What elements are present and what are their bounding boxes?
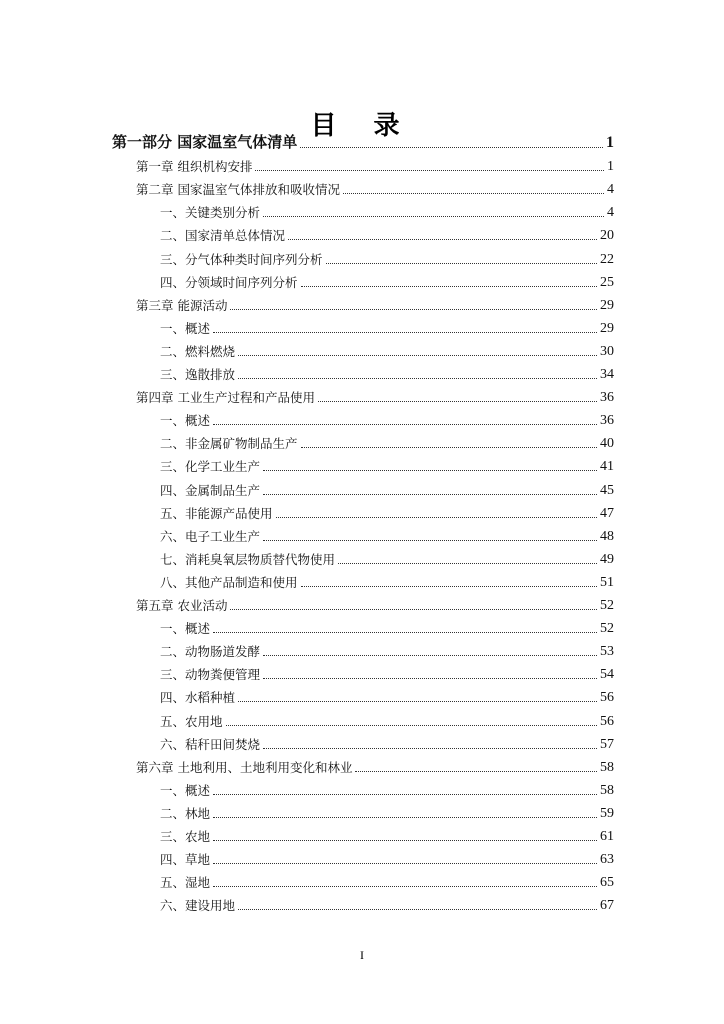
toc-entry-page: 67	[600, 898, 614, 914]
toc-entry-label: 四、水稻种植	[160, 690, 236, 706]
toc-dot-leader	[301, 446, 597, 448]
toc-entry-label: 五、农用地	[160, 713, 223, 729]
toc-entry-page: 1	[606, 134, 614, 151]
toc-section-entry[interactable]	[160, 894, 614, 914]
toc-entry-label: 五、湿地	[160, 875, 211, 891]
toc-dot-leader	[213, 423, 597, 425]
toc-entry-label: 第三章 能源活动	[136, 297, 228, 313]
toc-entry-page: 34	[600, 367, 614, 382]
toc-entry-page: 4	[607, 182, 614, 198]
toc-section-entry[interactable]	[160, 733, 614, 753]
toc-entry-label: 第六章 土地利用、土地利用变化和林业	[136, 759, 353, 775]
toc-entry-label: 一、概述	[160, 413, 211, 429]
toc-section-entry[interactable]	[160, 710, 614, 730]
toc-dot-leader	[230, 308, 597, 310]
toc-dot-leader	[238, 700, 597, 702]
toc-entry-page: 49	[600, 551, 614, 567]
toc-entry-page: 25	[600, 274, 614, 290]
toc-dot-leader	[238, 354, 597, 356]
toc-entry-label: 三、农地	[160, 829, 211, 844]
toc-entry-label: 一、概述	[160, 782, 211, 798]
toc-chapter-entry[interactable]	[136, 178, 614, 198]
toc-section-entry[interactable]	[160, 502, 614, 522]
toc-entry-page: 56	[600, 713, 614, 729]
toc-dot-leader	[355, 770, 597, 772]
toc-entry-label: 六、建设用地	[160, 898, 236, 914]
toc-dot-leader	[263, 493, 597, 495]
toc-entry-page: 20	[600, 228, 614, 244]
toc-entry-label: 第一章 组织机构安排	[136, 159, 253, 175]
toc-dot-leader	[230, 608, 597, 610]
toc-section-entry[interactable]	[160, 271, 614, 291]
toc-entry-page: 52	[600, 598, 614, 613]
toc-entry-label: 二、林地	[160, 805, 211, 821]
toc-dot-leader	[238, 908, 597, 910]
toc-dot-leader	[226, 724, 597, 726]
toc-dot-leader	[301, 285, 597, 287]
toc-entry-label: 一、概述	[160, 621, 211, 637]
toc-dot-leader	[288, 238, 597, 240]
toc-part-entry[interactable]	[112, 132, 614, 152]
toc-dot-leader	[318, 400, 597, 402]
toc-section-entry[interactable]	[160, 317, 614, 337]
toc-section-entry[interactable]	[160, 548, 614, 568]
toc-entry-label: 第一部分 国家温室气体清单	[112, 133, 298, 151]
toc-section-entry[interactable]	[160, 825, 614, 845]
toc-section-entry[interactable]	[160, 686, 614, 706]
toc-entry-page: 56	[600, 690, 614, 706]
toc-entry-page: 41	[600, 459, 614, 475]
toc-section-entry[interactable]	[160, 455, 614, 475]
toc-dot-leader	[255, 169, 604, 171]
toc-entry-page: 65	[600, 875, 614, 891]
toc-section-entry[interactable]	[160, 871, 614, 891]
toc-entry-label: 第五章 农业活动	[136, 598, 228, 613]
toc-dot-leader	[213, 793, 597, 795]
toc-entry-page: 29	[600, 297, 614, 313]
toc-chapter-entry[interactable]	[136, 594, 614, 614]
toc-section-entry[interactable]	[160, 340, 614, 360]
toc-entry-label: 三、化学工业生产	[160, 459, 261, 475]
toc-dot-leader	[301, 585, 597, 587]
toc-section-entry[interactable]	[160, 363, 614, 383]
toc-dot-leader	[213, 862, 597, 864]
toc-entry-page: 51	[600, 574, 614, 590]
toc-section-entry[interactable]	[160, 663, 614, 683]
toc-entry-label: 一、关键类别分析	[160, 205, 261, 221]
toc-entry-label: 四、草地	[160, 852, 211, 868]
toc-entry-label: 四、分领域时间序列分析	[160, 274, 298, 290]
toc-entry-label: 四、金属制品生产	[160, 482, 261, 498]
toc-entry-page: 45	[600, 482, 614, 498]
toc-chapter-entry[interactable]	[136, 756, 614, 776]
toc-dot-leader	[213, 885, 597, 887]
toc-section-entry[interactable]	[160, 571, 614, 591]
toc-dot-leader	[338, 562, 597, 564]
toc-section-entry[interactable]	[160, 802, 614, 822]
toc-section-entry[interactable]	[160, 479, 614, 499]
toc-entry-page: 52	[600, 621, 614, 637]
toc-dot-leader	[263, 469, 597, 471]
toc-entry-page: 58	[600, 782, 614, 798]
toc-dot-leader	[238, 377, 597, 379]
toc-entry-page: 54	[600, 667, 614, 683]
toc-entry-label: 三、逸散排放	[160, 367, 236, 382]
toc-section-entry[interactable]	[160, 201, 614, 221]
toc-dot-leader	[263, 677, 597, 679]
toc-entry-page: 61	[600, 829, 614, 844]
toc-title: 目 录	[310, 111, 414, 142]
toc-entry-label: 七、消耗臭氧层物质替代物使用	[160, 551, 336, 567]
toc-section-entry[interactable]	[160, 409, 614, 429]
toc-entry-page: 63	[600, 852, 614, 868]
toc-entry-label: 三、动物粪便管理	[160, 667, 261, 683]
toc-entry-page: 48	[600, 528, 614, 544]
toc-entry-page: 36	[600, 390, 614, 406]
toc-section-entry[interactable]	[160, 779, 614, 799]
toc-entry-page: 57	[600, 736, 614, 752]
toc-entry-label: 第四章 工业生产过程和产品使用	[136, 390, 315, 406]
toc-entry-page: 53	[600, 644, 614, 660]
toc-dot-leader	[213, 331, 597, 333]
toc-entry-label: 六、电子工业生产	[160, 528, 261, 544]
toc-entry-page: 36	[600, 413, 614, 429]
toc-entry-page: 40	[600, 436, 614, 452]
toc-dot-leader	[213, 631, 597, 633]
toc-dot-leader	[343, 192, 604, 194]
toc-dot-leader	[213, 816, 597, 818]
toc-section-entry[interactable]	[160, 224, 614, 244]
toc-chapter-entry[interactable]	[136, 155, 614, 175]
toc-entry-page: 29	[600, 320, 614, 336]
toc-section-entry[interactable]	[160, 640, 614, 660]
toc-entry-label: 二、国家清单总体情况	[160, 228, 286, 244]
toc-section-entry[interactable]	[160, 525, 614, 545]
toc-entry-label: 六、秸秆田间焚烧	[160, 736, 261, 752]
toc-dot-leader	[263, 539, 597, 541]
toc-dot-leader	[300, 146, 603, 148]
toc-entry-page: 4	[607, 205, 614, 221]
toc-chapter-entry[interactable]	[136, 386, 614, 406]
toc-entry-label: 三、分气体种类时间序列分析	[160, 251, 323, 267]
toc-entry-page: 59	[600, 805, 614, 821]
toc-entry-label: 五、非能源产品使用	[160, 505, 273, 521]
toc-entry-page: 58	[600, 759, 614, 775]
toc-entry-page: 30	[600, 343, 614, 359]
toc-section-entry[interactable]	[160, 848, 614, 868]
toc-section-entry[interactable]	[160, 617, 614, 637]
toc-dot-leader	[326, 262, 597, 264]
toc-dot-leader	[213, 839, 597, 841]
toc-dot-leader	[263, 654, 597, 656]
toc-dot-leader	[263, 747, 597, 749]
toc-chapter-entry[interactable]	[136, 294, 614, 314]
toc-section-entry[interactable]	[160, 432, 614, 452]
toc-entry-label: 一、概述	[160, 320, 211, 336]
toc-entry-label: 二、动物肠道发酵	[160, 644, 261, 660]
toc-entry-page: 22	[600, 251, 614, 267]
toc-dot-leader	[263, 215, 604, 217]
toc-entry-label: 八、其他产品制造和使用	[160, 574, 298, 590]
toc-section-entry[interactable]	[160, 248, 614, 268]
toc-dot-leader	[276, 516, 597, 518]
toc-entry-label: 二、非金属矿物制品生产	[160, 436, 298, 452]
toc-entry-label: 第二章 国家温室气体排放和吸收情况	[136, 182, 340, 198]
toc-entry-label: 二、燃料燃烧	[160, 343, 236, 359]
page-number: I	[360, 948, 364, 962]
toc-entry-page: 1	[607, 159, 614, 175]
toc-entry-page: 47	[600, 505, 614, 521]
